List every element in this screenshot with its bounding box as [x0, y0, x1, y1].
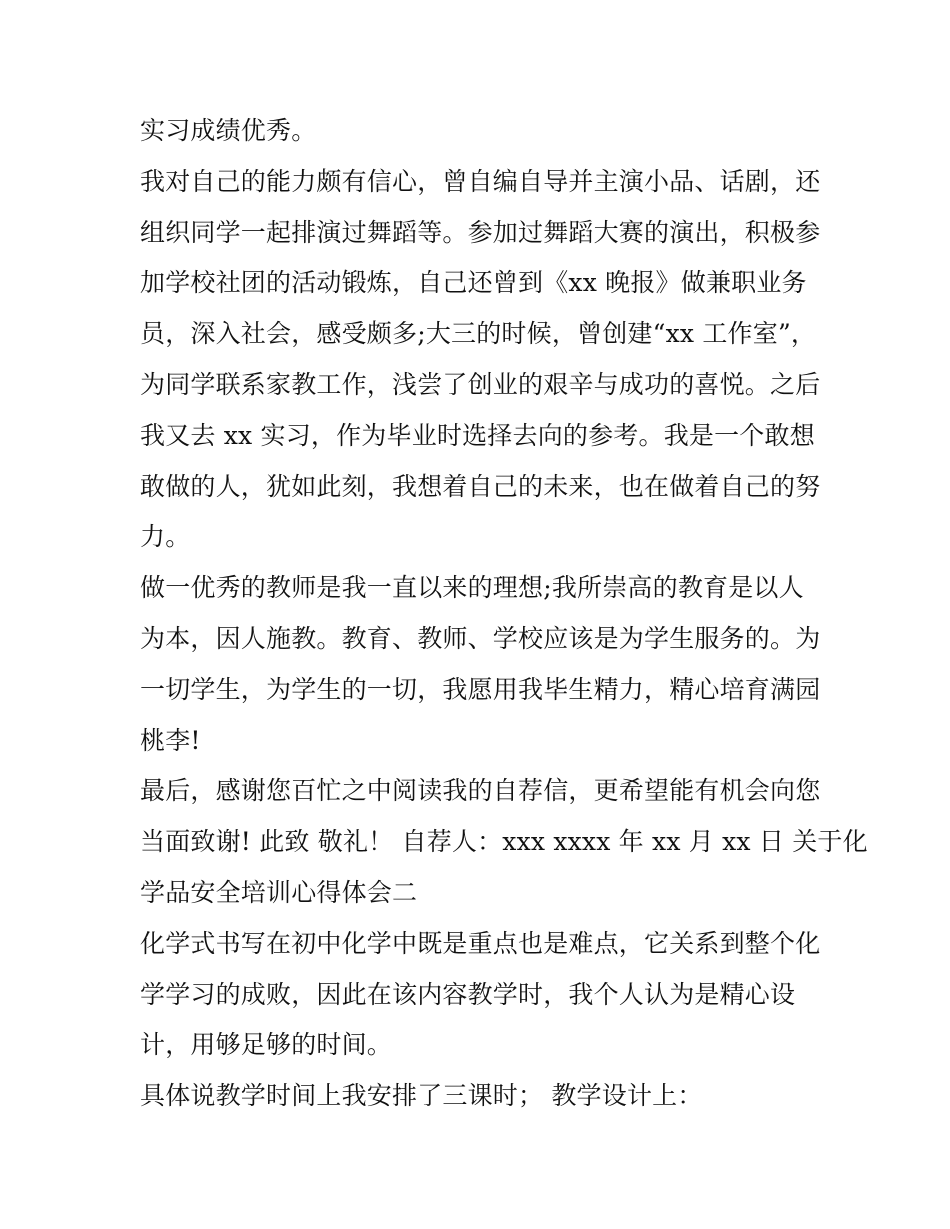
- text-line: 当面致谢! 此致 敬礼！ 自荐人：xxx xxxx 年 xx 月 xx 日 关于化: [140, 827, 868, 857]
- document-body: [140, 106, 868, 1122]
- text-line: 化学式书写在初中化学中既是重点也是难点，它关系到整个化: [140, 928, 821, 958]
- text-line: 为本，因人施教。教育、教师、学校应该是为学生服务的。为: [140, 623, 821, 653]
- text-line: 最后，感谢您百忙之中阅读我的自荐信，更希望能有机会向您: [140, 776, 821, 806]
- text-line: 实习成绩优秀。: [140, 116, 317, 145]
- text-line: 学品安全培训心得体会二: [140, 877, 418, 907]
- text-line: 我又去 xx 实习，作为毕业时选择去向的参考。我是一个敢想: [140, 420, 815, 450]
- text-line: 具体说教学时间上我安排了三课时； 教学设计上：: [140, 1081, 703, 1111]
- text-line: 计，用够足够的时间。: [140, 1030, 393, 1060]
- text-line: 为同学联系家教工作，浅尝了创业的艰辛与成功的喜悦。之后: [140, 369, 821, 399]
- text-line: 我对自己的能力颇有信心，曾自编自导并主演小品、话剧，还: [140, 166, 821, 196]
- text-line: 做一优秀的教师是我一直以来的理想;我所崇高的教育是以人: [140, 573, 804, 603]
- text-line: 桃李!: [140, 725, 201, 755]
- text-line: 敢做的人，犹如此刻，我想着自己的未来，也在做着自己的努: [140, 471, 821, 501]
- text-line: 组织同学一起排演过舞蹈等。参加过舞蹈大赛的演出，积极参: [140, 217, 821, 247]
- text-line: 学学习的成败，因此在该内容教学时，我个人认为是精心设: [140, 979, 796, 1009]
- text-line: 一切学生，为学生的一切，我愿用我毕生精力，精心培育满园: [140, 674, 821, 704]
- text-line: 力。: [140, 522, 191, 552]
- text-line: 加学校社团的活动锻炼，自己还曾到《xx 晚报》做兼职业务: [140, 268, 807, 298]
- text-line: 员，深入社会，感受颇多;大三的时候，曾创建“xx 工作室”，: [140, 319, 817, 349]
